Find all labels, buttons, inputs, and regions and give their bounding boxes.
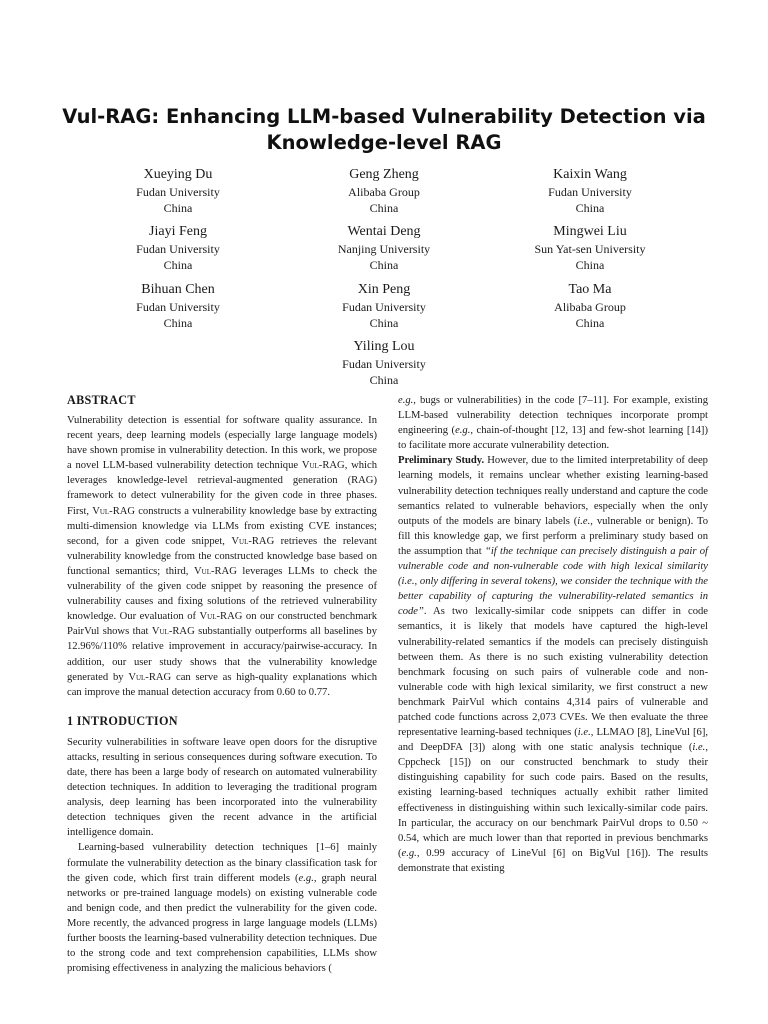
introduction-heading: 1 INTRODUCTION: [67, 713, 178, 728]
author-country: China: [163, 258, 193, 272]
author-name: Xin Peng: [357, 282, 411, 297]
paper-title: Vul-RAG: Enhancing LLM-based Vulnerability Detection via Knowledge-level RAG: [62, 105, 706, 154]
author-affiliation: Sun Yat-sen University: [534, 242, 646, 256]
author-country: China: [163, 201, 193, 215]
author-name: Tao Ma: [568, 282, 612, 297]
left-column: [67, 392, 377, 976]
author-block: [68, 165, 288, 216]
author-block: [68, 280, 288, 331]
intro-paragraph-1: Security vulnerabilities in software leave open doors for the disruptive attacks, resulting in serious consequences during software execution. To date, there has been a large body of research on automated vulnerability detection techniques. In addition to leveraging the traditional program analysis, deep learning has been incorporated into the vulnerability detection techniques given the recent advance in the artificial intelligence domain.: [67, 736, 377, 839]
right-column: [398, 393, 708, 876]
author-country: China: [575, 201, 605, 215]
abstract-paragraph: Vulnerability detection is essential for software quality assurance. In recent years, deep learning models (especially large language models) have shown promise in vulnerability detection. In this work, we propose a novel LLM-based vulnerability detection technique Vul-RAG, which leverages knowledge-level retrieval-augmented generation (RAG) framework to detect vulnerability for the given code in three phases. First, Vul-RAG constructs a vulnerability knowledge base by extracting multi-dimension knowledge via LLMs from existing CVE instances; second, for a given code snippet, Vul-RAG retrieves the relevant vulnerability knowledge from the constructed knowledge base based on functional semantics; third, Vul-RAG leverages LLMs to check the vulnerability of the given code snippet by reasoning the presence of vulnerability causes and fixing solutions of the retrieved vulnerability knowledge. Our evaluation of Vul-RAG on our constructed benchmark PairVul shows that Vul-RAG substantially outperforms all baselines by 12.96%/110% relative improvement in accuracy/pairwise-accuracy. In addition, our user study shows that the vulnerability knowledge generated by Vul-RAG can serve as high-quality explanations which can improve the manual detection accuracy from 0.60 to 0.77.: [67, 415, 377, 698]
author-country: China: [163, 316, 193, 330]
author-country: China: [369, 258, 399, 272]
author-block: [480, 222, 700, 273]
author-name: Yiling Lou: [353, 339, 415, 354]
author-block: [274, 222, 494, 273]
author-affiliation: Fudan University: [136, 242, 220, 256]
author-country: China: [369, 316, 399, 330]
author-affiliation: Alibaba Group: [348, 185, 420, 199]
author-name: Xueying Du: [143, 167, 213, 182]
author-affiliation: Fudan University: [342, 300, 426, 314]
author-affiliation: Fudan University: [136, 185, 220, 199]
author-country: China: [369, 201, 399, 215]
author-name: Kaixin Wang: [553, 167, 627, 182]
abstract-heading: ABSTRACT: [67, 393, 136, 407]
author-block: [274, 165, 494, 216]
author-block: [480, 280, 700, 331]
author-name: Mingwei Liu: [553, 224, 627, 239]
author-block: [480, 165, 700, 216]
author-name: Geng Zheng: [349, 167, 419, 182]
intro-paragraph-2: Learning-based vulnerability detection techniques [1–6] mainly formulate the vulnerability detection as the binary classification task for the given code, which first train different models (e.g., graph neural networks or pre-trained language models) on existing vulnerable code and benign code, and then predict the vulnerability for the given code. More recently, the advanced progress in large language models (LLMs) further boosts the learning-based vulnerability detection techniques. Due to the strong code and text comprehension capabilities, LLMs show promising effectiveness in analyzing the malicious behaviors (: [67, 842, 377, 975]
preliminary-study-paragraph: Preliminary Study. However, due to the limited interpretability of deep learning models, it remains unclear whether existing learning-based vulnerability detection techniques really understand and capture the code semantics related to vulnerable behaviors, especially when the only outputs of the models are binary labels (i.e., vulnerable or benign). To fill this knowledge gap, we first perform a preliminary study based on the assumption that “if the technique can precisely distinguish a pair of vulnerable code and non-vulnerable code with high lexical similarity (i.e., only differing in several tokens), we consider the technique with the better capability of capturing the vulnerability-related semantics in code”. As two lexically-similar code snippets can differ in code semantics, it is likely that models have captured the high-level vulnerability-related semantics if the models can precisely distinguish between them. As there is no such existing vulnerability detection benchmark focusing on such pairs of vulnerable code and non-vulnerable code with high lexical similarity, we first construct a new benchmark PairVul which contains 4,314 pairs of vulnerable and patched code functions across 2,073 CVEs. We then evaluate the three representative learning-based techniques (i.e., LLMAO [8], LineVul [6], and DeepDFA [3]) along with one static analysis technique (i.e., Cppcheck [15]) on our constructed benchmark to study their distinguishing capability for such code pairs. Based on the results, existing learning-based techniques actually exhibit rather limited effectiveness in distinguishing within such lexically-similar code pairs. In particular, the accuracy on our benchmark PairVul drops to 0.50 ~ 0.54, which are much lower than that reported in previous benchmarks (e.g., 0.99 accuracy of LineVul [6] on BigVul [16]). The results demonstrate that existing: [398, 455, 708, 874]
author-affiliation: Fudan University: [136, 300, 220, 314]
author-country: China: [575, 316, 605, 330]
author-affiliation: Nanjing University: [337, 242, 431, 256]
author-country: China: [575, 258, 605, 272]
author-affiliation: Fudan University: [342, 357, 426, 371]
author-block: [274, 337, 494, 388]
author-affiliation: Fudan University: [548, 185, 632, 199]
intro-paragraph-2-continued: e.g., bugs or vulnerabilities) in the code [7–11]. For example, existing LLM-based vulnerability detection techniques incorporate prompt engineering (e.g., chain-of-thought [12, 13] and few-shot learning [14]) to facilitate more accurate vulnerability detection.: [398, 395, 708, 452]
author-name: Wentai Deng: [347, 224, 421, 239]
author-block: [68, 222, 288, 273]
author-block: [274, 280, 494, 331]
author-name: Jiayi Feng: [149, 224, 207, 239]
author-country: China: [369, 373, 399, 387]
author-name: Bihuan Chen: [141, 282, 215, 297]
author-affiliation: Alibaba Group: [554, 300, 626, 314]
